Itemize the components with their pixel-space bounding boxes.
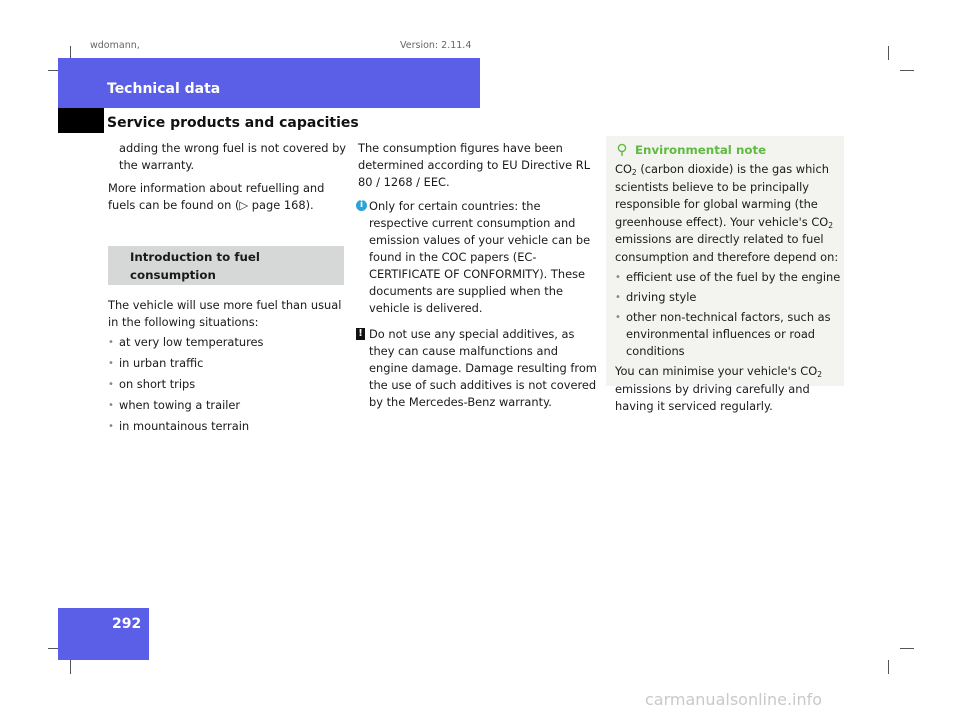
environmental-note-title: Environmental note [635,143,767,157]
lightbulb-icon [617,143,627,157]
info-icon: i [356,200,367,211]
environmental-note-heading [615,142,844,158]
paragraph: $CO_2$ (carbon dioxide) is the gas which scientists believe to be principally responsible for global warming (the greenhouse effect). Your vehicle's $CO_2$ emissions are directly related to fuel consumption and therefore depend on: [615,162,839,264]
paragraph: The consumption figures have been determined according to EU Directive RL 80 / 1268 / EEC. [358,141,591,189]
list-item: • in urban traffic [108,355,348,372]
paragraph: More information about refuelling and fuels can be found on (▷ page 168). [108,181,325,212]
info-note-text: Only for certain countries: the respective current consumption and emission values of your vehicle can be found in the COC papers (EC-CERTIFICATE OF CONFORMITY). These documents are supplied when the vehicle is delivered. [369,199,591,315]
subheading: Introduction to fuel consumption [108,246,344,285]
crop-mark [888,46,889,60]
watermark: carmanualsonline.info [645,690,823,709]
page-heading: Service products and capacities [107,115,359,131]
list-item: • on short trips [108,376,348,393]
paragraph: You can minimise your vehicle's $CO_2$ emissions by driving carefully and having it serviced regularly. [615,364,822,413]
list-item: • driving style [615,289,844,306]
section-title: Technical data [107,81,221,97]
list-item: • other non-technical factors, such as environmental influences or road conditions [615,309,844,360]
crop-mark [900,70,914,71]
print-meta-right: Version: 2.11.4 [400,40,472,51]
paragraph: adding the wrong fuel is not covered by the warranty. [119,141,347,172]
warning-note-text: Do not use any special additives, as they can cause malfunctions and engine damage. Damage resulting from the use of such additives is not covered by the Mercedes-Benz warranty. [369,327,597,409]
environmental-note-box [606,136,844,413]
section-tab-marker [58,108,104,133]
page-number: 292 [112,616,142,632]
info-note [358,198,598,317]
print-meta-left: wdomann, [90,40,140,51]
paragraph: The vehicle will use more fuel than usual in the following situations: [108,298,342,329]
warning-icon: ! [356,328,365,340]
list-item: • at very low temperatures [108,334,348,351]
crop-mark [70,660,71,674]
list-item: • when towing a trailer [108,397,348,414]
crop-mark [888,660,889,674]
column-left [108,140,348,435]
column-middle [358,140,598,411]
crop-mark [900,648,914,649]
warning-note [358,326,598,411]
list-item: • efficient use of the fuel by the engine [615,269,844,286]
list-item: • in mountainous terrain [108,418,348,435]
